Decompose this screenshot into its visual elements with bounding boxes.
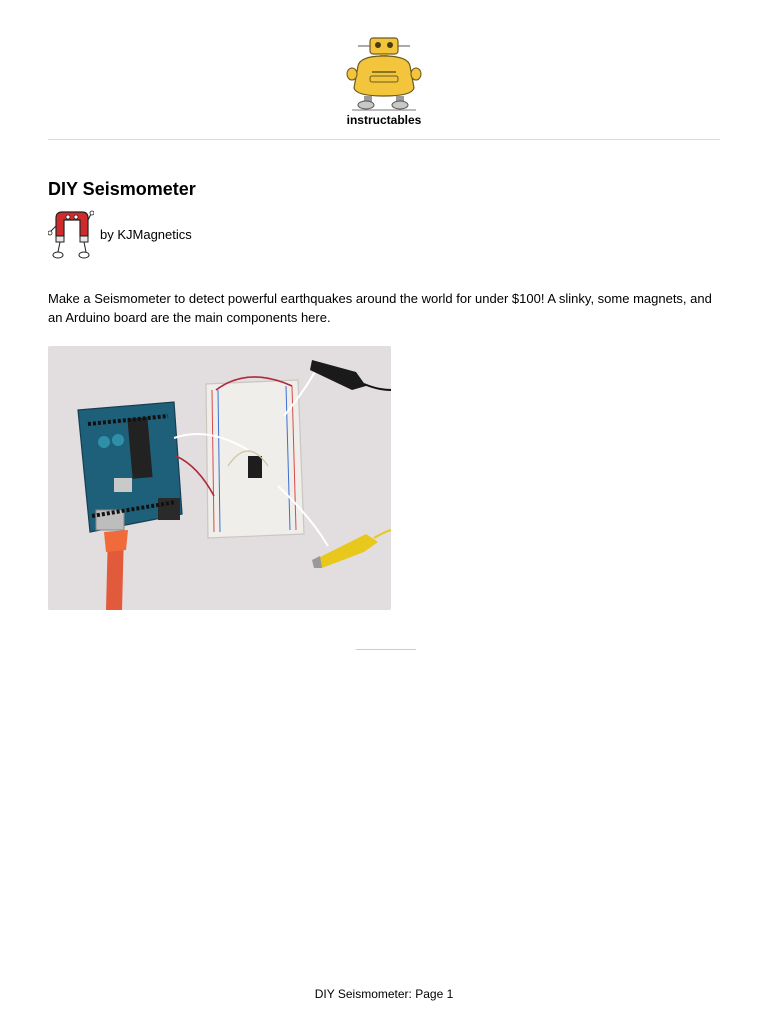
author-byline[interactable]: by KJMagnetics	[100, 227, 192, 242]
page-title: DIY Seismometer	[48, 179, 196, 199]
arduino-breadboard-photo[interactable]	[48, 346, 391, 610]
page-divider	[356, 649, 416, 650]
arduino-board	[78, 402, 182, 532]
horseshoe-magnet-icon[interactable]	[48, 210, 94, 260]
brand-name[interactable]: instructables	[346, 113, 422, 127]
page-header	[0, 0, 768, 140]
breadboard	[206, 380, 304, 538]
page-footer: DIY Seismometer: Page 1	[314, 987, 454, 1001]
robot-mascot-icon[interactable]	[344, 34, 424, 112]
intro-paragraph: Make a Seismometer to detect powerful earthquakes around the world for under $100! A slinky, some magnets, and an Arduino board are the main components here.	[48, 291, 712, 325]
header-divider	[48, 139, 720, 140]
